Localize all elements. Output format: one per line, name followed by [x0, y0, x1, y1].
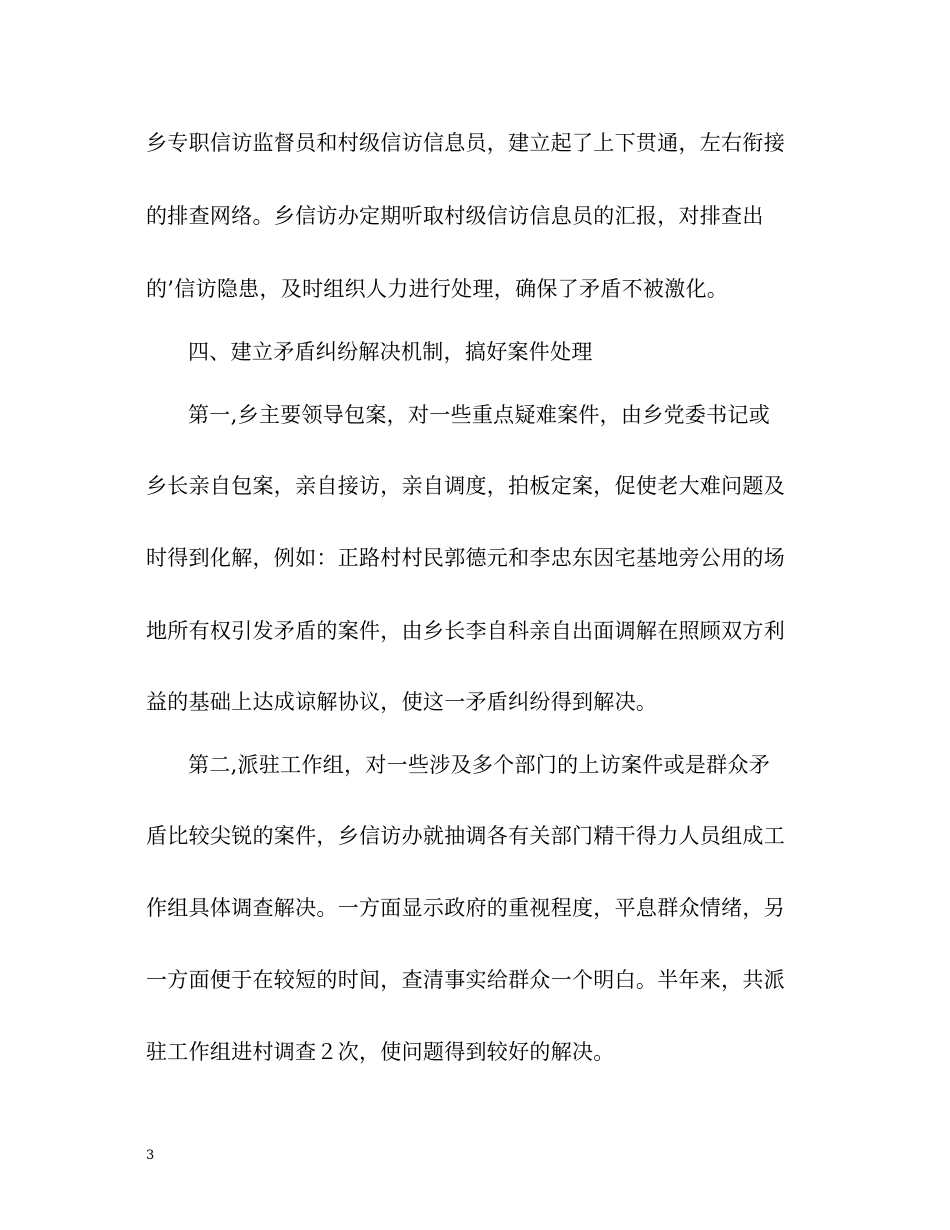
body-line: 一方面便于在较短的时间，查清事实给群众一个明白。半年来，共派: [146, 968, 785, 992]
body-line: 乡长亲自包案，亲自接访，亲自调度，拍板定案，促使老大难问题及: [146, 474, 785, 498]
body-line: 第一,乡主要领导包案，对一些重点疑难案件，由乡党委书记或: [188, 403, 771, 427]
body-line: 时得到化解，例如：正路村村民郭德元和李忠东因宅基地旁公用的场: [146, 546, 785, 570]
body-line: 的’信访隐患，及时组织人力进行处理，确保了矛盾不被激化。: [146, 277, 729, 301]
page-number: 3: [146, 1148, 155, 1163]
body-line: 地所有权引发矛盾的案件，由乡长李自科亲自出面调解在照顾双方利: [146, 619, 785, 643]
body-line: 第二,派驻工作组，对一些涉及多个部门的上访案件或是群众矛: [188, 753, 771, 777]
body-line: 驻工作组进村调查２次，使问题得到较好的解决。: [146, 1040, 615, 1064]
body-line: 作组具体调查解决。一方面显示政府的重视程度，平息群众情绪，另: [146, 896, 785, 920]
body-line: 的排查网络。乡信访办定期听取村级信访信息员的汇报，对排查出: [146, 204, 764, 228]
body-line: 盾比较尖锐的案件，乡信访办就抽调各有关部门精干得力人员组成工: [146, 824, 785, 848]
body-line: 益的基础上达成谅解协议，使这一矛盾纠纷得到解决。: [146, 690, 658, 714]
section-heading: 四、建立矛盾纠纷解决机制，搞好案件处理: [188, 340, 593, 364]
body-line: 乡专职信访监督员和村级信访信息员，建立起了上下贯通，左右衔接: [146, 131, 785, 155]
